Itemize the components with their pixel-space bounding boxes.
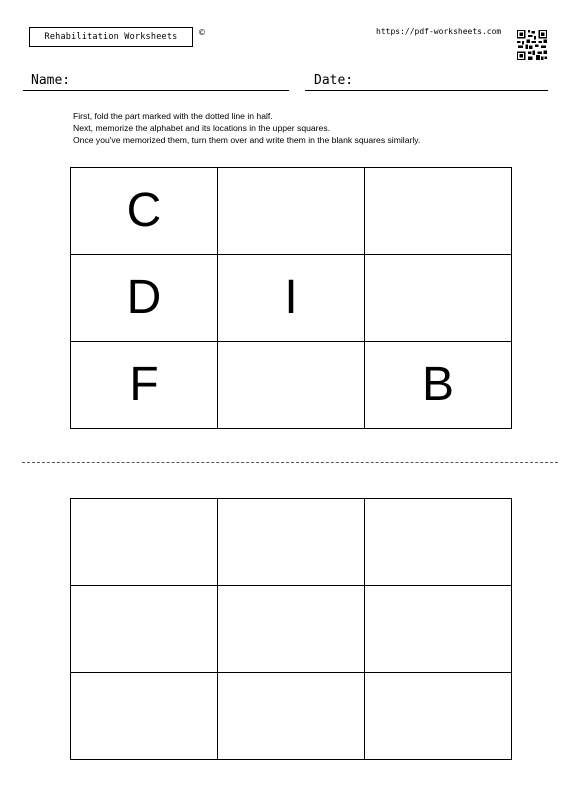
answer-cell[interactable] [365, 673, 512, 760]
grid-cell: B [365, 342, 512, 429]
answer-cell[interactable] [218, 673, 365, 760]
grid-cell: I [218, 255, 365, 342]
answer-cell[interactable] [71, 673, 218, 760]
qr-code-icon [517, 30, 547, 60]
grid-row [71, 499, 512, 586]
grid-row [71, 342, 512, 429]
name-field[interactable] [23, 90, 289, 91]
instructions [73, 110, 420, 146]
answer-cell[interactable] [71, 499, 218, 586]
grid-cell: C [71, 168, 218, 255]
grid-row [71, 168, 512, 255]
answer-grid [70, 498, 512, 760]
grid-row [71, 586, 512, 673]
grid-row [71, 255, 512, 342]
grid-cell [218, 168, 365, 255]
answer-cell[interactable] [71, 586, 218, 673]
grid-cell [365, 168, 512, 255]
memory-grid [70, 167, 512, 429]
grid-cell: D [71, 255, 218, 342]
site-url[interactable]: https://pdf-worksheets.com [376, 27, 502, 36]
answer-cell[interactable] [365, 499, 512, 586]
worksheet-title: Rehabilitation Worksheets [29, 27, 193, 47]
answer-cell[interactable] [365, 586, 512, 673]
copyright-mark: © [198, 28, 206, 37]
grid-row [71, 673, 512, 760]
instruction-line: First, fold the part marked with the dotted line in half. [73, 111, 273, 121]
answer-cell[interactable] [218, 586, 365, 673]
instruction-line: Once you've memorized them, turn them over and write them in the blank squares similarly. [73, 135, 421, 145]
date-field[interactable] [305, 90, 548, 91]
instruction-line: Next, memorize the alphabet and its locations in the upper squares. [73, 123, 331, 133]
date-label: Date: [314, 73, 354, 88]
fold-line [22, 462, 558, 463]
name-label: Name: [31, 73, 71, 88]
grid-cell: F [71, 342, 218, 429]
grid-cell [218, 342, 365, 429]
grid-cell [365, 255, 512, 342]
answer-cell[interactable] [218, 499, 365, 586]
